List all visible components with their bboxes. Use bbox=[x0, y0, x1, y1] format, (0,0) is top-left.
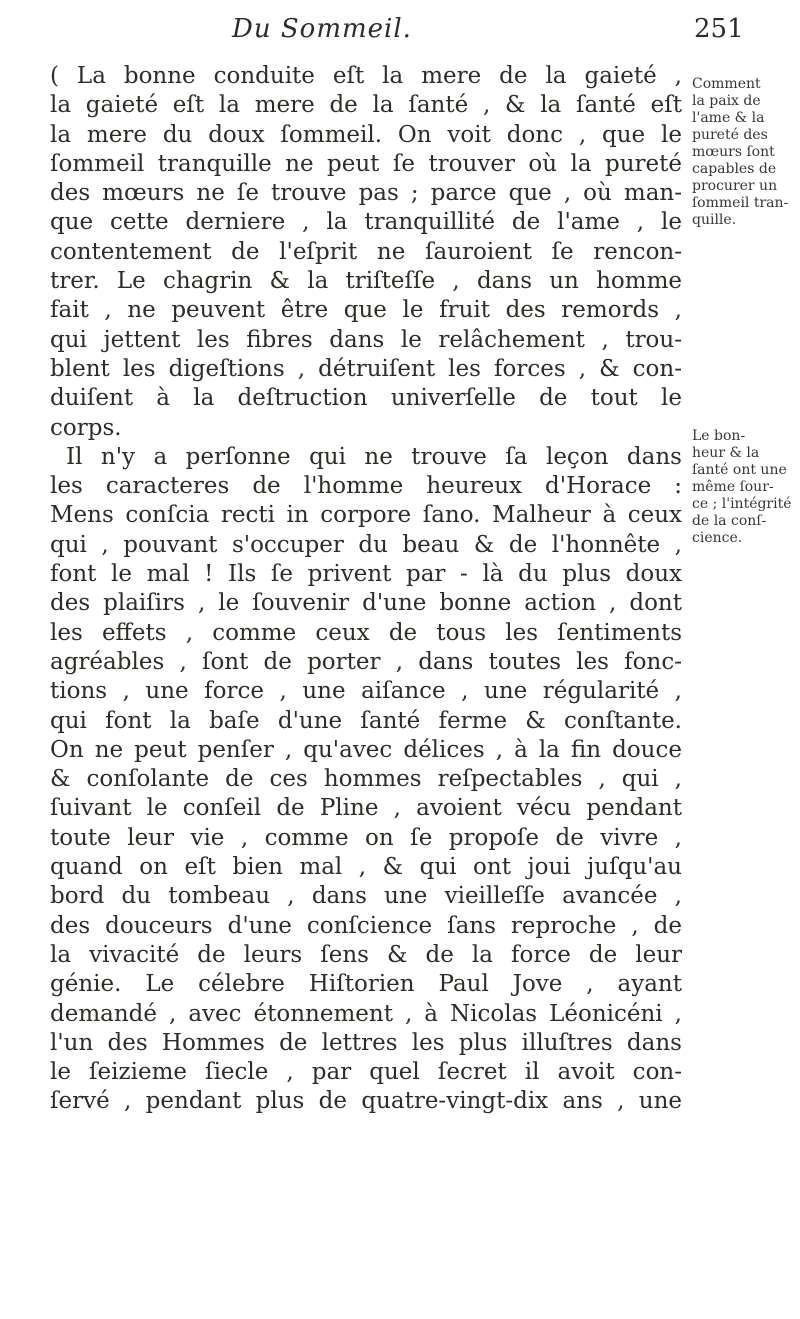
text-line: qui font la baſe d'une ſanté ferme & conſtante. bbox=[50, 707, 682, 734]
text-line: la vivacité de leurs ſens & de la force de leur bbox=[50, 941, 682, 968]
text-line: génie. Le célebre Hiſtorien Paul Jove , ayant bbox=[50, 971, 682, 998]
text-line: blent les digeſtions , détruiſent les forces , & con- bbox=[50, 355, 682, 382]
margin-note-line: procurer un bbox=[692, 178, 778, 194]
margin-note-line: l'ame & la bbox=[692, 110, 765, 126]
margin-note-sleep bbox=[692, 76, 800, 229]
text-line: font le mal ! Ils ſe privent par - là du plus doux bbox=[50, 561, 682, 588]
margin-note-line: Comment bbox=[692, 76, 761, 92]
margin-note-line: de la conſ- bbox=[692, 513, 767, 529]
margin-note-line: la paix de bbox=[692, 93, 761, 109]
text-line: l'un des Hommes de lettres les plus illuſtres dans bbox=[50, 1029, 682, 1056]
text-line: que cette derniere , la tranquillité de l'ame , le bbox=[50, 209, 682, 236]
running-head bbox=[0, 14, 800, 54]
text-line: trer. Le chagrin & la triſteſſe , dans un homme bbox=[50, 268, 682, 295]
text-line: les caracteres de l'homme heureux d'Horace : bbox=[50, 473, 682, 500]
text-line: ſervé , pendant plus de quatre-vingt-dix ans , une bbox=[50, 1088, 682, 1115]
text-line: demandé , avec étonnement , à Nicolas Léonicéni , bbox=[50, 1000, 682, 1027]
margin-note-line: Le bon- bbox=[692, 428, 746, 444]
text-line: & conſolante de ces hommes reſpectables , qui , bbox=[50, 766, 682, 793]
text-line: toute leur vie , comme on ſe propoſe de vivre , bbox=[50, 824, 682, 851]
body-text bbox=[50, 62, 682, 1117]
text-line: qui jettent les fibres dans le relâchement , trou- bbox=[50, 326, 682, 353]
text-line: contentement de l'eſprit ne ſauroient ſe rencon- bbox=[50, 238, 682, 265]
text-line: tions , une force , une aiſance , une régularité , bbox=[50, 678, 682, 705]
text-line: fait , ne peuvent être que le fruit des remords , bbox=[50, 297, 682, 324]
margin-note-line: mœurs ſont bbox=[692, 144, 775, 160]
text-line: la gaieté eſt la mere de la ſanté , & la ſanté eſt bbox=[50, 92, 682, 119]
text-line: ſuivant le conſeil de Pline , avoient vécu pendant bbox=[50, 795, 682, 822]
text-line: agréables , ſont de porter , dans toutes les fonc- bbox=[50, 648, 682, 675]
text-line: quand on eſt bien mal , & qui ont joui juſqu'au bbox=[50, 854, 682, 881]
text-line: Mens conſcia recti in corpore ſano. Malheur à ceux bbox=[50, 502, 682, 529]
text-line: ( La bonne conduite eſt la mere de la gaieté , bbox=[50, 63, 682, 89]
text-line: des douceurs d'une conſcience ſans reproche , de bbox=[50, 912, 682, 939]
margin-note-line: ſanté ont une bbox=[692, 462, 787, 478]
margin-note-line: ce ; l'intégrité bbox=[692, 496, 792, 512]
margin-note-line: heur & la bbox=[692, 445, 760, 461]
text-line: le ſeizieme ſiecle , par quel ſecret il avoit con- bbox=[50, 1059, 682, 1086]
text-line: bord du tombeau , dans une vieilleſſe avancée , bbox=[50, 883, 682, 910]
text-line: la mere du doux ſommeil. On voit donc , que le bbox=[50, 121, 682, 148]
text-line: qui , pouvant s'occuper du beau & de l'honnête , bbox=[50, 531, 682, 558]
text-line: Il n'y a perſonne qui ne trouve ſa leçon dans bbox=[66, 443, 682, 470]
margin-note-happiness bbox=[692, 428, 800, 547]
margin-note-line: cience. bbox=[692, 530, 743, 546]
margin-note-line: même ſour- bbox=[692, 479, 774, 495]
text-line: ſommeil tranquille ne peut ſe trouver où la pureté bbox=[50, 150, 682, 177]
text-line: des mœurs ne ſe trouve pas ; parce que , où man- bbox=[50, 180, 682, 207]
text-line: On ne peut penſer , qu'avec délices , à la fin douce bbox=[50, 736, 682, 763]
text-line: les effets , comme ceux de tous les ſentiments bbox=[50, 619, 682, 646]
margin-note-line: pureté des bbox=[692, 127, 768, 143]
text-line: corps. bbox=[50, 414, 122, 441]
margin-note-line: quille. bbox=[692, 212, 737, 228]
text-line: duiſent à la deſtruction univerſelle de tout le bbox=[50, 385, 682, 412]
running-title: Du Sommeil. bbox=[232, 14, 412, 44]
margin-note-line: capables de bbox=[692, 161, 777, 177]
margin-note-line: ſommeil tran- bbox=[692, 195, 789, 211]
text-line: des plaiſirs , le ſouvenir d'une bonne action , dont bbox=[50, 590, 682, 617]
page-number: 251 bbox=[694, 14, 744, 44]
